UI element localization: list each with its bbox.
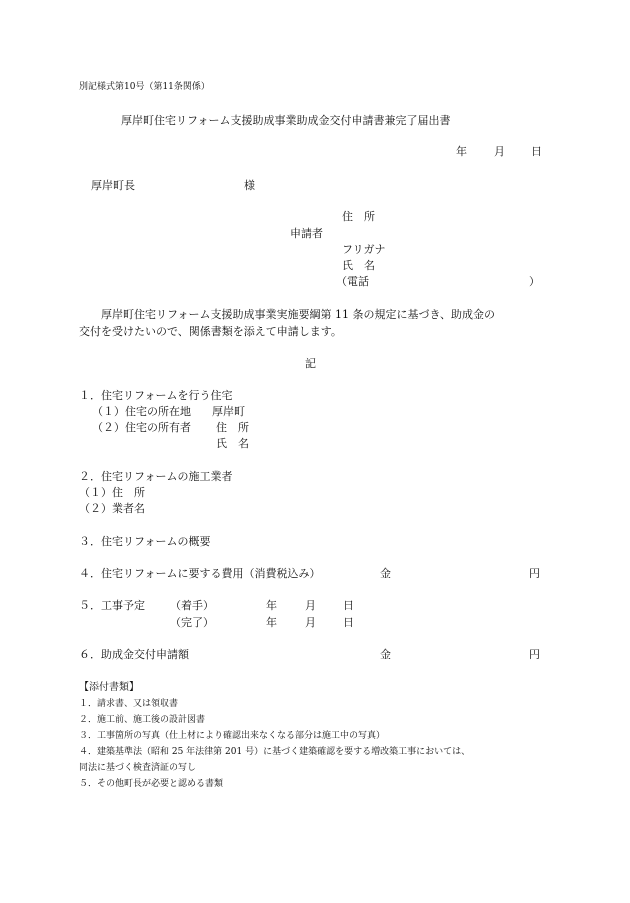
body-text-line2: 交付を受けたいので、関係書類を添えて申請します。 xyxy=(79,325,342,338)
item4-yen: 円 xyxy=(529,567,540,580)
item2-heading: ２．住宅リフォームの施工業者 xyxy=(79,470,233,483)
item2-sub2: （２）業者名 xyxy=(79,502,145,515)
item5-start-day: 日 xyxy=(343,599,354,612)
item5-end-label: （完了） xyxy=(170,616,214,629)
item4-kin: 金 xyxy=(380,567,391,580)
page-title: 厚岸町住宅リフォーム支援助成事業助成金交付申請書兼完了届出書 xyxy=(121,114,451,127)
applicant-address-label: 住 所 xyxy=(342,210,375,223)
item6-yen: 円 xyxy=(529,648,540,661)
item3-heading: ３．住宅リフォームの概要 xyxy=(79,535,211,548)
body-text-line1: 厚岸町住宅リフォーム支援助成事業実施要綱第 11 条の規定に基づき、助成金の xyxy=(101,308,495,321)
item5-end-day: 日 xyxy=(343,616,354,629)
addressee-honorific: 様 xyxy=(244,179,255,192)
item1-heading: １．住宅リフォームを行う住宅 xyxy=(79,389,233,402)
item1-sub2-address: 住 所 xyxy=(216,421,249,434)
item6-kin: 金 xyxy=(380,648,391,661)
applicant-phone-open: （電話 xyxy=(336,275,369,288)
item5-start-label: （着手） xyxy=(170,599,214,612)
item5-end-year: 年 xyxy=(266,616,277,629)
attachments-heading: 【添付書類】 xyxy=(79,682,139,693)
item6-heading: ６．助成金交付申請額 xyxy=(79,648,189,661)
item4-heading: ４．住宅リフォームに要する費用（消費税込み） xyxy=(79,567,321,580)
applicant-furigana-label: フリガナ xyxy=(342,243,386,256)
item1-sub1-label: （１）住宅の所在地 xyxy=(92,405,191,418)
addressee-name: 厚岸町長 xyxy=(91,179,135,192)
date-year-label: 年 xyxy=(456,145,467,158)
applicant-label: 申請者 xyxy=(290,227,323,240)
applicant-phone-close: ） xyxy=(529,275,540,288)
item2-sub1: （１）住 所 xyxy=(79,486,145,499)
ki-label: 記 xyxy=(305,357,316,370)
applicant-name-label: 氏 名 xyxy=(342,259,375,272)
item5-start-year: 年 xyxy=(266,599,277,612)
date-day-label: 日 xyxy=(531,145,542,158)
item5-start-month: 月 xyxy=(305,599,316,612)
form-label: 別記様式第10号（第11条関係） xyxy=(79,82,210,92)
item1-sub1-value: 厚岸町 xyxy=(212,405,245,418)
attachment-item: ２．施工前、施工後の設計図書 xyxy=(79,715,206,725)
item1-sub2-label: （２）住宅の所有者 xyxy=(92,421,191,434)
date-month-label: 月 xyxy=(494,145,505,158)
attachment-item-continuation: 同法に基づく検査済証の写し xyxy=(79,763,197,773)
item5-heading: ５．工事予定 xyxy=(79,599,145,612)
item1-sub2-name: 氏 名 xyxy=(216,437,249,450)
item5-end-month: 月 xyxy=(305,616,316,629)
attachment-item: １．請求書、又は領収書 xyxy=(79,699,179,709)
attachment-item: ５．その他町長が必要と認める書類 xyxy=(79,779,224,789)
attachment-item: ３．工事箇所の写真（仕上材により確認出来なくなる部分は施工中の写真） xyxy=(79,731,386,741)
attachment-item: ４．建築基準法（昭和 25 年法律第 201 号）に基づく建築確認を要する増改築工事においては、 xyxy=(79,747,471,757)
